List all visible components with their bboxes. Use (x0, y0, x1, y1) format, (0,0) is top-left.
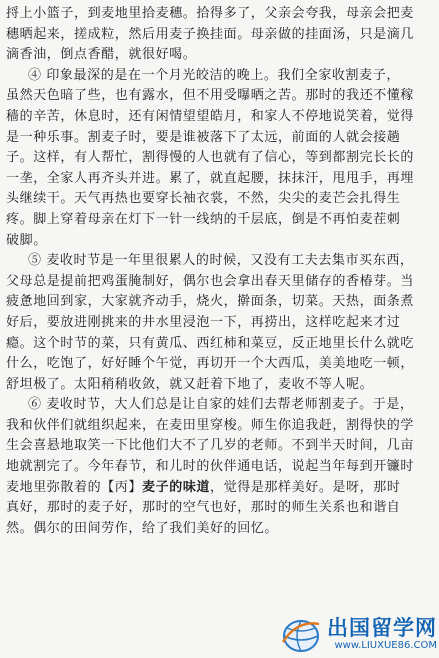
text-line-18: 什么，吃饱了，好好睡个午觉，再切开一个大西瓜，美美地吃一顿， (6, 356, 415, 372)
text-line-24-emphasis: 麦地里弥散着的【丙】麦子的味道，觉得是那样美好。是呀，那时 (6, 479, 401, 495)
paragraph-6-start: ⑥ 麦收时节，大人们总是让自家的娃们去帮老师割麦子。于是， (28, 397, 414, 413)
text-line-1: 捋上小篮子，到麦地里拾麦穗。拾得多了，父亲会夸我，母亲会把麦 (6, 6, 415, 21)
text-line-11: 疼。脚上穿着母亲在灯下一针一线纳的千层底，倒是不再怕麦茬刺 (6, 211, 401, 227)
text-line-9: 一垄，全家人再齐头并进。累了，就直起腰，抹抹汗，甩甩手，再埋 (6, 170, 415, 186)
text-line-5: 虽然天色暗了些，也有露水，但不用受曝晒之苦。那时的我还不懂稼 (6, 88, 415, 104)
text-line-19: 舒坦极了。太阳稍稍收敛，就又赶着下地了，麦收不等人呢。 (6, 376, 374, 392)
text-line-8: 子。这样，有人帮忙，割得慢的人也就有了信心，等到都割完长长的 (6, 150, 415, 166)
paragraph-5-start: ⑤ 麦收时节是一年里很累人的时候，又没有工夫去集市买东西， (28, 253, 414, 269)
text-line-25: 真好，那时的麦子好，那时的空气也好，那时的师生关系也和谐自 (6, 500, 401, 516)
text-line-15: 疲惫地回到家，大家就齐动手，烧火，擀面条，切菜。天热，面条煮 (6, 294, 415, 310)
text-line-23: 地就割完了。今年春节，和儿时的伙伴通电话，说起当年每到开镰时 (6, 459, 415, 475)
text-line-3: 滴香油，倒点香醋，就很好喝。 (6, 47, 197, 63)
text-line-22: 生会喜悬地取笑一下比他们大不了几岁的老师。不到半天时间，几亩 (6, 438, 415, 454)
text-line-17: 瘾。这个时节的菜，只有黄瓜、西红柿和菜豆，反正地里长什么就吃 (6, 335, 415, 351)
text-line-21: 我和伙伴们就组织起来，在麦田里穿梭。师生你追我赶，割得快的学 (6, 417, 415, 433)
article-body (6, 4, 435, 539)
emphasized-phrase: 麦子的味道 (142, 479, 211, 495)
watermark-name: 出国留学网 (327, 616, 437, 640)
watermark-url: www.LIUXUE86.COM (334, 640, 437, 651)
text-line-6: 穑的辛苦，休息时，还有闲情望望皓月，和家人不停地说笑着，觉得 (6, 108, 415, 124)
paragraph-4-start: ④ 印象最深的是在一个月光皎洁的晚上。我们全家收割麦子， (28, 67, 400, 83)
text-line-12: 破脚。 (6, 232, 47, 248)
text-line-7: 是一种乐事。割麦子时，要是谁被落下了太远，前面的人就会接趟 (6, 129, 401, 145)
text-line-10: 头继续干。天气再热也要穿长袖衣裳，不然，尖尖的麦芒会扎得生 (6, 191, 401, 207)
text-line-14: 父母总是提前把鸡蛋腌制好，偶尔也会拿出春天里储存的香椿芽。当 (6, 273, 415, 289)
text-line-2: 穗晒起来，搓成粒，然后用麦子换挂面。母亲做的挂面汤，只是滴几 (6, 26, 415, 42)
globe-logo-icon (279, 614, 323, 654)
text-line-16: 好后，要放进刚挑来的井水里浸泡一下，再捞出，这样吃起来才过 (6, 314, 401, 330)
text-line-26: 然。偶尔的田间劳作，给了我们美好的回忆。 (6, 520, 279, 536)
watermark (277, 612, 437, 656)
